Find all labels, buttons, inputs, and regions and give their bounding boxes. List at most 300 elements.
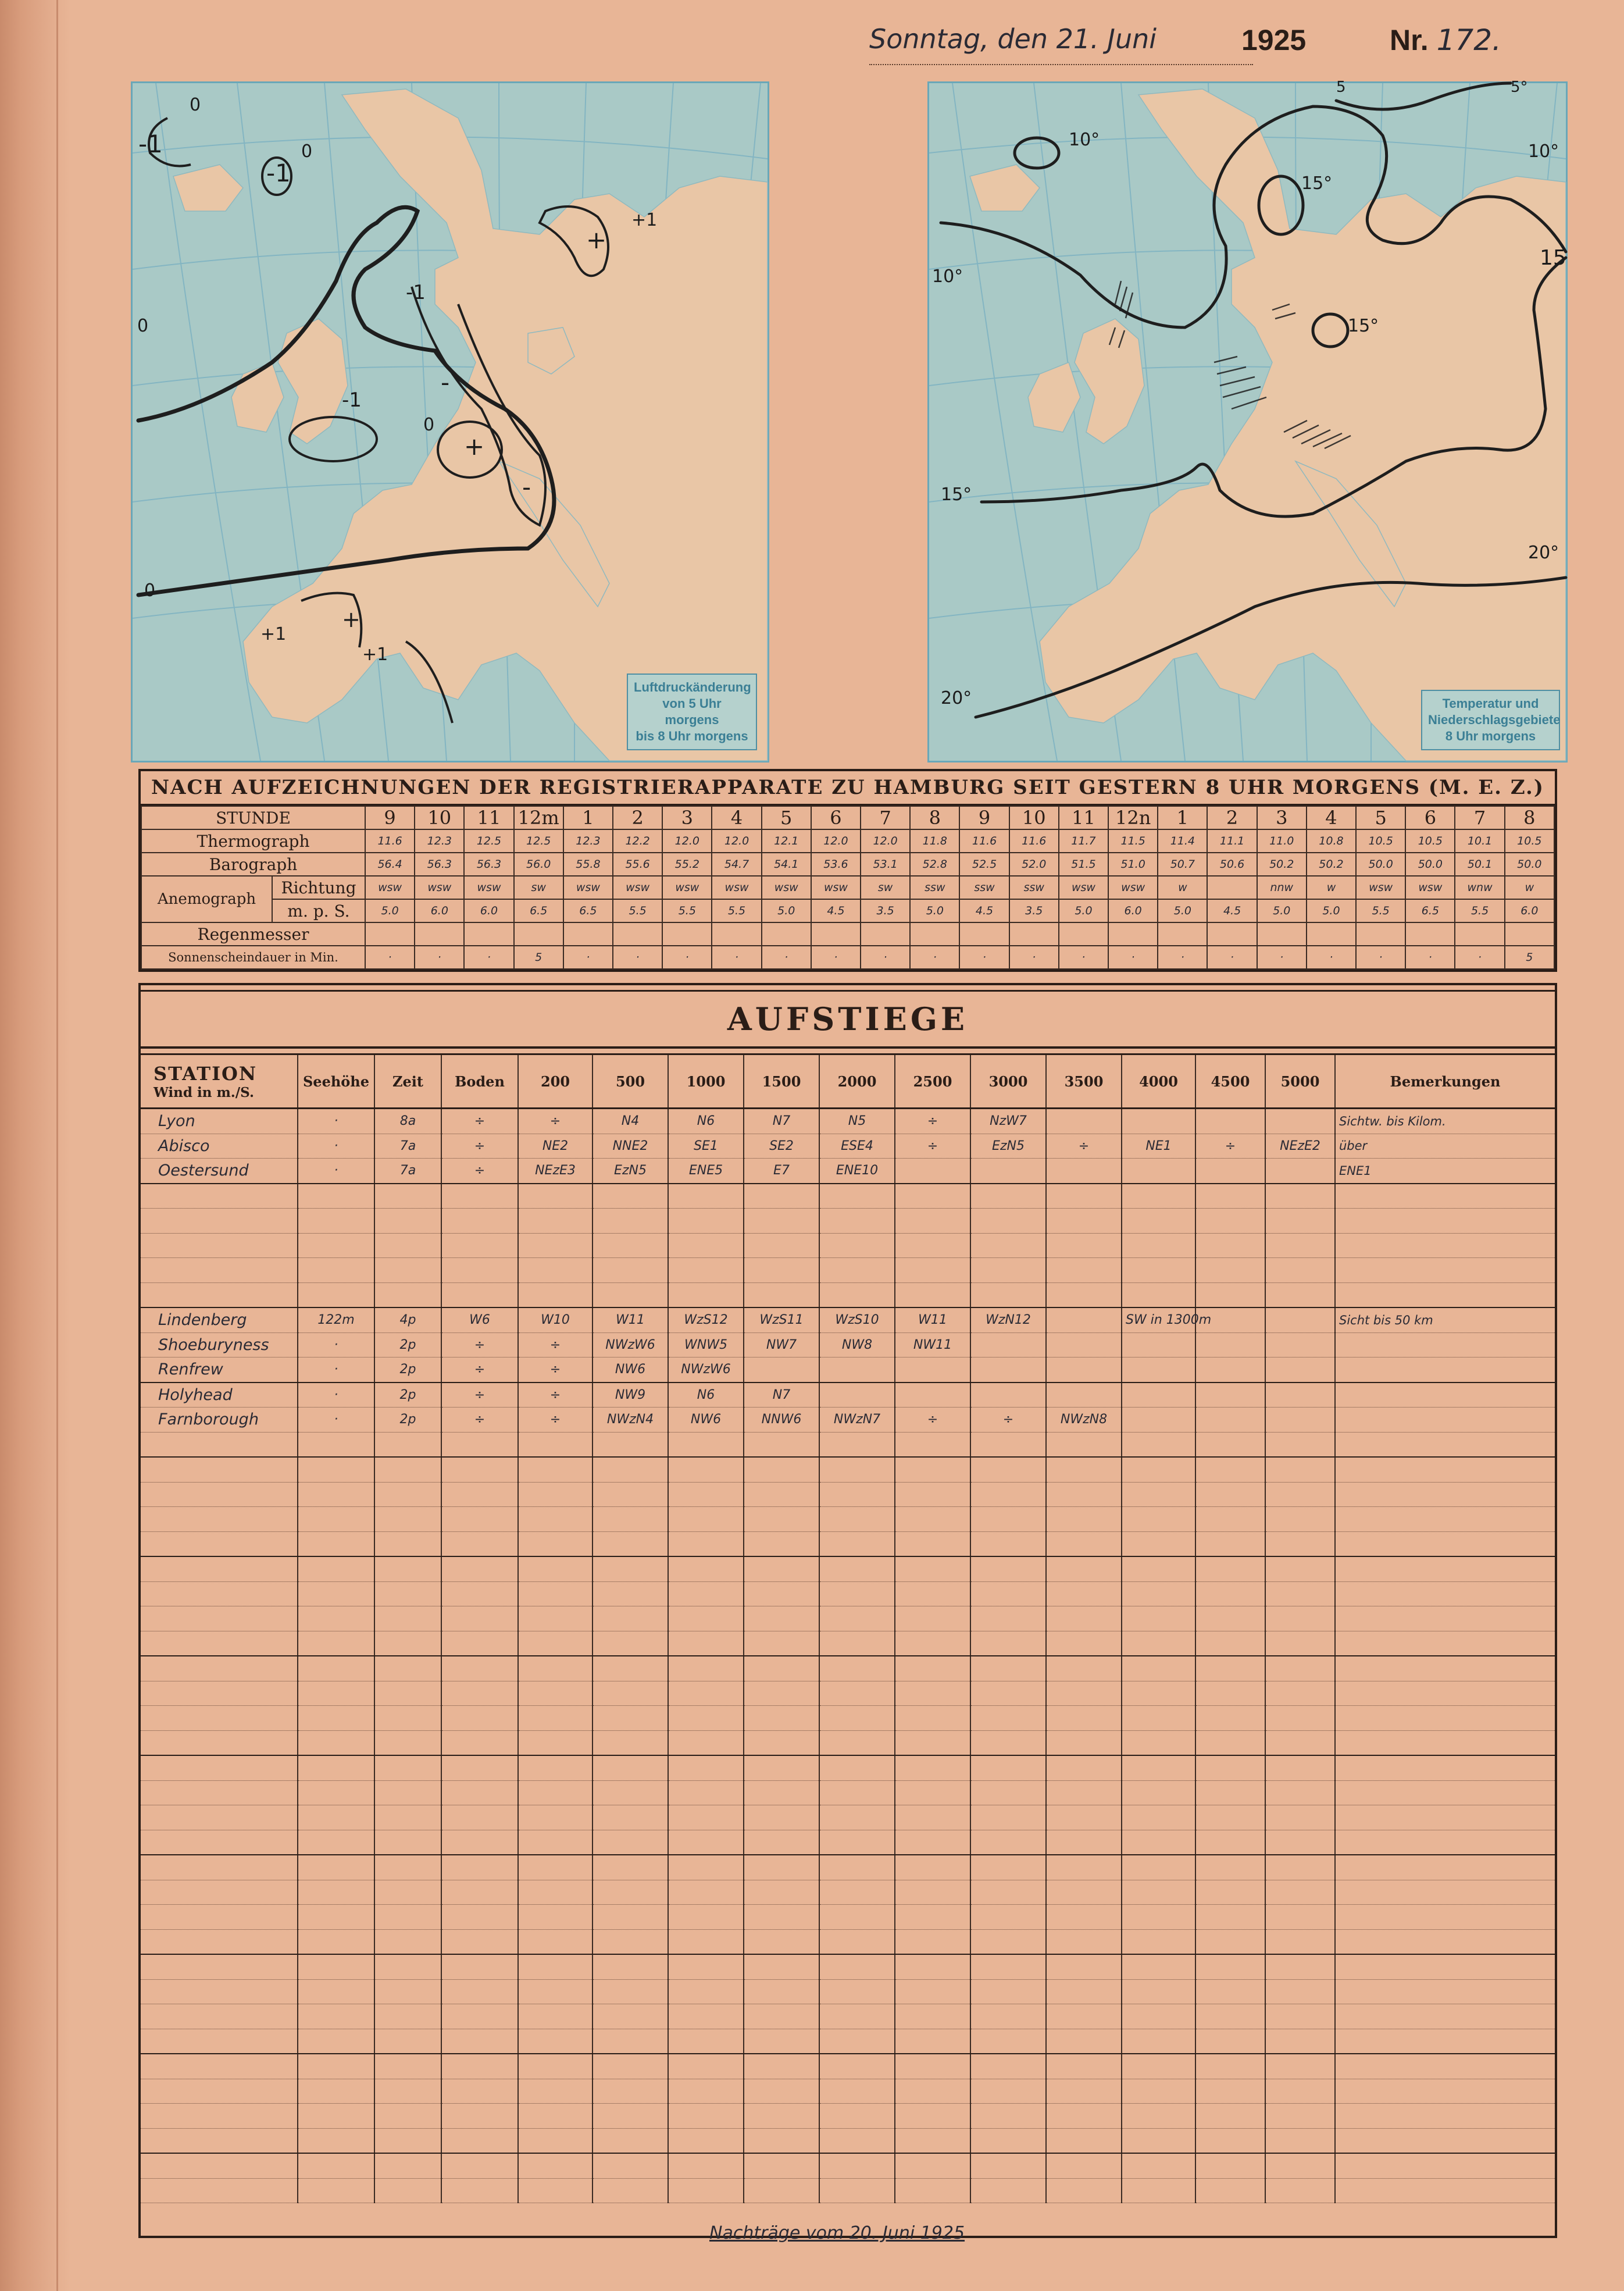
value-cell <box>374 1209 441 1234</box>
value-cell <box>518 1656 593 1681</box>
value-cell <box>1122 1358 1195 1383</box>
value-cell <box>1195 1383 1265 1408</box>
barograph-cell: 56.0 <box>514 853 563 876</box>
station-cell <box>141 1606 298 1631</box>
station-cell: Oestersund <box>141 1159 298 1184</box>
value-cell <box>441 1282 518 1307</box>
value-cell <box>518 1929 593 1954</box>
barograph-cell: 50.1 <box>1455 853 1504 876</box>
mps-cell: 4.5 <box>959 899 1009 922</box>
value-cell <box>1046 1656 1122 1681</box>
value-cell <box>1195 1706 1265 1731</box>
thermograph-cell: 12.5 <box>464 829 513 853</box>
value-cell <box>744 1282 819 1307</box>
station-cell: Abisco <box>141 1134 298 1159</box>
value-cell <box>744 1780 819 1805</box>
value-cell <box>1046 1755 1122 1780</box>
pressure-label: 0 <box>423 415 435 435</box>
value-cell <box>1122 1282 1195 1307</box>
value-cell <box>374 1233 441 1258</box>
value-cell <box>441 1730 518 1755</box>
value-cell <box>819 1706 895 1731</box>
station-cell <box>141 1706 298 1731</box>
value-cell <box>970 1457 1046 1482</box>
value-cell: N7 <box>744 1109 819 1134</box>
barograph-cell: 56.3 <box>415 853 464 876</box>
hour-cell: 3 <box>662 806 712 829</box>
richtung-cell: ssw <box>959 876 1009 899</box>
bemerkung-cell <box>1335 1507 1555 1532</box>
pressure-label: -1 <box>342 389 362 412</box>
regenmesser-cell <box>861 922 910 946</box>
richtung-cell: wsw <box>762 876 811 899</box>
richtung-cell: ssw <box>910 876 959 899</box>
value-cell <box>1195 1209 1265 1234</box>
value-cell <box>970 1482 1046 1507</box>
station-cell <box>141 1755 298 1780</box>
value-cell <box>593 1706 668 1731</box>
thermograph-label: Thermograph <box>141 829 365 853</box>
value-cell <box>593 1979 668 2004</box>
hour-cell: 1 <box>563 806 613 829</box>
value-cell <box>819 1258 895 1283</box>
value-cell <box>895 2079 970 2104</box>
value-cell <box>895 1482 970 1507</box>
col-5000: 5000 <box>1265 1055 1335 1109</box>
bemerkung-cell <box>1335 1880 1555 1905</box>
value-cell <box>895 1755 970 1780</box>
value-cell <box>518 2104 593 2129</box>
value-cell <box>970 1507 1046 1532</box>
value-cell <box>518 1209 593 1234</box>
col-1000: 1000 <box>668 1055 744 1109</box>
value-cell <box>970 1755 1046 1780</box>
hour-cell: 2 <box>613 806 662 829</box>
value-cell <box>1122 1556 1195 1581</box>
value-cell <box>374 2029 441 2054</box>
value-cell <box>970 1282 1046 1307</box>
value-cell <box>593 2153 668 2178</box>
value-cell: NWzN8 <box>1046 1408 1122 1433</box>
value-cell <box>1122 2079 1195 2104</box>
richtung-cell: w <box>1158 876 1207 899</box>
barograph-cell: 55.6 <box>613 853 662 876</box>
table-row <box>141 1880 1555 1905</box>
value-cell <box>668 1979 744 2004</box>
barograph-cell: 56.4 <box>365 853 415 876</box>
value-cell <box>819 1855 895 1880</box>
value-cell: 7a <box>374 1134 441 1159</box>
value-cell <box>1195 1954 1265 1979</box>
table-row <box>141 1581 1555 1606</box>
value-cell <box>819 1880 895 1905</box>
bemerkung-cell <box>1335 1855 1555 1880</box>
value-cell <box>1122 2054 1195 2079</box>
value-cell <box>819 2079 895 2104</box>
value-cell <box>970 1233 1046 1258</box>
station-cell <box>141 2153 298 2178</box>
value-cell <box>668 1184 744 1209</box>
value-cell: ÷ <box>518 1109 593 1134</box>
value-cell <box>1046 1332 1122 1358</box>
sonnenschein-row <box>141 946 1554 969</box>
hour-cell: 6 <box>811 806 861 829</box>
value-cell <box>1195 2178 1265 2203</box>
hour-label: STUNDE <box>141 806 365 829</box>
richtung-cell: nnw <box>1257 876 1307 899</box>
value-cell: SE2 <box>744 1134 819 1159</box>
table-row <box>141 1979 1555 2004</box>
value-cell <box>1046 1358 1122 1383</box>
value-cell <box>298 2178 374 2203</box>
value-cell <box>1195 1830 1265 1855</box>
value-cell <box>441 1606 518 1631</box>
value-cell <box>1195 1805 1265 1830</box>
value-cell <box>441 1979 518 2004</box>
value-cell <box>593 1954 668 1979</box>
value-cell <box>518 1706 593 1731</box>
value-cell: NzW7 <box>970 1109 1046 1134</box>
value-cell <box>1195 1358 1265 1383</box>
station-cell: Holyhead <box>141 1383 298 1408</box>
hour-cell: 4 <box>712 806 761 829</box>
anemograph-richtung-row <box>141 876 1554 899</box>
value-cell <box>895 1780 970 1805</box>
value-cell <box>1265 1307 1335 1332</box>
value-cell <box>970 1805 1046 1830</box>
value-cell <box>1265 1631 1335 1656</box>
value-cell <box>970 1780 1046 1805</box>
value-cell: ÷ <box>441 1159 518 1184</box>
value-cell <box>895 2029 970 2054</box>
value-cell <box>298 2054 374 2079</box>
value-cell <box>1122 2153 1195 2178</box>
value-cell: N4 <box>593 1109 668 1134</box>
value-cell: WzN12 <box>970 1307 1046 1332</box>
aufstiege-table <box>141 1055 1555 2203</box>
value-cell: WzS12 <box>668 1307 744 1332</box>
value-cell <box>1122 1706 1195 1731</box>
regenmesser-cell <box>415 922 464 946</box>
value-cell <box>518 1581 593 1606</box>
value-cell <box>593 1656 668 1681</box>
value-cell <box>1195 1581 1265 1606</box>
value-cell <box>1195 1656 1265 1681</box>
temperature-label: 5 <box>1336 79 1346 96</box>
barograph-cell: 56.3 <box>464 853 513 876</box>
value-cell <box>895 1706 970 1731</box>
col-station <box>141 1055 298 1109</box>
value-cell <box>374 2054 441 2079</box>
value-cell: ÷ <box>1046 1134 1122 1159</box>
value-cell <box>1265 1332 1335 1358</box>
hour-cell: 10 <box>415 806 464 829</box>
barograph-cell: 54.1 <box>762 853 811 876</box>
value-cell <box>374 1880 441 1905</box>
bemerkung-cell <box>1335 1408 1555 1433</box>
barograph-cell: 50.0 <box>1356 853 1405 876</box>
value-cell <box>744 2079 819 2104</box>
value-cell <box>374 1755 441 1780</box>
value-cell: NNE2 <box>593 1134 668 1159</box>
pressure-label: 0 <box>190 95 201 115</box>
value-cell: ÷ <box>895 1109 970 1134</box>
richtung-cell: wsw <box>464 876 513 899</box>
bemerkung-cell <box>1335 1233 1555 1258</box>
hour-cell: 7 <box>1455 806 1504 829</box>
bemerkung-cell <box>1335 1556 1555 1581</box>
value-cell <box>441 1706 518 1731</box>
value-cell <box>374 2153 441 2178</box>
sonnenschein-cell: · <box>1059 946 1108 969</box>
mps-cell: 5.0 <box>1257 899 1307 922</box>
value-cell: NWzW6 <box>593 1332 668 1358</box>
richtung-cell: wsw <box>613 876 662 899</box>
value-cell <box>374 1581 441 1606</box>
value-cell <box>1122 2128 1195 2153</box>
value-cell <box>518 1606 593 1631</box>
mps-cell: 4.5 <box>811 899 861 922</box>
value-cell <box>1122 1408 1195 1433</box>
value-cell <box>819 2153 895 2178</box>
station-cell <box>141 1507 298 1532</box>
temperature-label: 5° <box>1511 79 1528 96</box>
richtung-cell: sw <box>514 876 563 899</box>
value-cell <box>668 2079 744 2104</box>
value-cell <box>1265 1880 1335 1905</box>
value-cell <box>1265 1706 1335 1731</box>
value-cell <box>1195 1556 1265 1581</box>
value-cell <box>1046 1730 1122 1755</box>
sonnenschein-cell: · <box>762 946 811 969</box>
header-nr-prefix: Nr. <box>1390 24 1429 56</box>
mps-cell: 6.0 <box>415 899 464 922</box>
value-cell <box>374 2178 441 2203</box>
regenmesser-cell <box>1207 922 1257 946</box>
value-cell <box>970 1358 1046 1383</box>
value-cell <box>1046 1109 1122 1134</box>
value-cell <box>298 1755 374 1780</box>
value-cell <box>1265 1209 1335 1234</box>
table-row <box>141 1408 1555 1433</box>
value-cell <box>1265 1408 1335 1433</box>
hour-cell: 10 <box>1009 806 1059 829</box>
value-cell <box>374 1954 441 1979</box>
value-cell <box>298 1581 374 1606</box>
value-cell: NW6 <box>668 1408 744 1433</box>
value-cell <box>970 1531 1046 1556</box>
value-cell <box>668 1681 744 1706</box>
value-cell <box>374 2104 441 2129</box>
value-cell <box>1195 1233 1265 1258</box>
value-cell <box>298 1556 374 1581</box>
value-cell <box>518 1830 593 1855</box>
value-cell <box>819 1656 895 1681</box>
value-cell: SE1 <box>668 1134 744 1159</box>
col-2500: 2500 <box>895 1055 970 1109</box>
value-cell <box>1122 1383 1195 1408</box>
value-cell <box>1195 1631 1265 1656</box>
value-cell <box>441 1432 518 1457</box>
table-row <box>141 1332 1555 1358</box>
thermograph-cell: 11.1 <box>1207 829 1257 853</box>
regenmesser-cell <box>1009 922 1059 946</box>
value-cell <box>744 2004 819 2029</box>
value-cell <box>895 1880 970 1905</box>
value-cell <box>1265 1184 1335 1209</box>
value-cell <box>1122 1432 1195 1457</box>
sonnenschein-cell: · <box>662 946 712 969</box>
temperature-label: 10° <box>932 266 963 287</box>
regenmesser-cell <box>1307 922 1356 946</box>
value-cell <box>895 1233 970 1258</box>
value-cell <box>1122 1880 1195 1905</box>
value-cell <box>668 1780 744 1805</box>
value-cell <box>1046 1258 1122 1283</box>
value-cell <box>298 1706 374 1731</box>
thermograph-cell: 12.3 <box>415 829 464 853</box>
value-cell <box>1195 1780 1265 1805</box>
value-cell <box>970 2004 1046 2029</box>
value-cell <box>298 2153 374 2178</box>
col-station-title: STATION <box>154 1062 258 1085</box>
thermograph-cell: 10.5 <box>1405 829 1455 853</box>
value-cell <box>744 1482 819 1507</box>
value-cell: NNW6 <box>744 1408 819 1433</box>
value-cell <box>518 2004 593 2029</box>
value-cell: · <box>298 1408 374 1433</box>
value-cell <box>1265 1482 1335 1507</box>
richtung-label: Richtung <box>272 876 365 899</box>
value-cell <box>593 1681 668 1706</box>
registration-table <box>141 806 1555 970</box>
value-cell <box>970 1706 1046 1731</box>
thermograph-cell: 12.1 <box>762 829 811 853</box>
thermograph-cell: 12.3 <box>563 829 613 853</box>
table-row <box>141 1855 1555 1880</box>
mps-cell: 5.5 <box>1356 899 1405 922</box>
value-cell <box>441 1457 518 1482</box>
value-cell <box>970 1929 1046 1954</box>
value-cell <box>1265 1929 1335 1954</box>
station-cell <box>141 1233 298 1258</box>
barograph-cell: 50.7 <box>1158 853 1207 876</box>
value-cell <box>819 2178 895 2203</box>
sonnenschein-label: Sonnenscheindauer in Min. <box>141 946 365 969</box>
value-cell <box>1265 2128 1335 2153</box>
richtung-cell: wnw <box>1455 876 1504 899</box>
barograph-cell: 55.2 <box>662 853 712 876</box>
value-cell <box>895 1282 970 1307</box>
value-cell <box>1195 2054 1265 2079</box>
value-cell <box>668 2054 744 2079</box>
value-cell <box>1195 1457 1265 1482</box>
richtung-cell: wsw <box>415 876 464 899</box>
value-cell: · <box>298 1159 374 1184</box>
value-cell: NW6 <box>593 1358 668 1383</box>
value-cell <box>1122 2104 1195 2129</box>
bemerkung-cell <box>1335 1656 1555 1681</box>
value-cell <box>895 1507 970 1532</box>
value-cell <box>744 2104 819 2129</box>
value-cell <box>895 1656 970 1681</box>
value-cell <box>1195 1507 1265 1532</box>
value-cell: ÷ <box>970 1408 1046 1433</box>
station-cell <box>141 2004 298 2029</box>
barograph-cell: 50.0 <box>1405 853 1455 876</box>
bemerkung-cell <box>1335 1383 1555 1408</box>
regenmesser-cell <box>1257 922 1307 946</box>
value-cell <box>1265 1109 1335 1134</box>
value-cell <box>1046 2104 1122 2129</box>
thermograph-cell: 12.0 <box>811 829 861 853</box>
value-cell <box>819 1805 895 1830</box>
station-cell <box>141 1282 298 1307</box>
mps-cell: 5.5 <box>1455 899 1504 922</box>
value-cell <box>1265 1780 1335 1805</box>
mps-cell: 5.0 <box>1307 899 1356 922</box>
value-cell <box>895 1258 970 1283</box>
value-cell <box>441 2104 518 2129</box>
value-cell <box>1195 1905 1265 1930</box>
value-cell <box>1046 2079 1122 2104</box>
value-cell: NE1 <box>1122 1134 1195 1159</box>
table-row <box>141 1531 1555 1556</box>
bemerkung-cell <box>1335 1432 1555 1457</box>
value-cell <box>374 1805 441 1830</box>
value-cell <box>1195 1730 1265 1755</box>
value-cell <box>1195 1432 1265 1457</box>
value-cell <box>744 1358 819 1383</box>
sonnenschein-cell: · <box>1158 946 1207 969</box>
value-cell: · <box>298 1332 374 1358</box>
bemerkung-cell <box>1335 2029 1555 2054</box>
value-cell: 2p <box>374 1332 441 1358</box>
value-cell <box>1195 1979 1265 2004</box>
value-cell <box>441 1681 518 1706</box>
station-cell <box>141 1905 298 1930</box>
value-cell <box>441 1507 518 1532</box>
value-cell <box>518 1780 593 1805</box>
thermograph-cell: 10.5 <box>1356 829 1405 853</box>
temperature-label: 15° <box>1348 316 1379 336</box>
value-cell <box>895 1457 970 1482</box>
value-cell <box>970 1905 1046 1930</box>
value-cell <box>1046 1905 1122 1930</box>
value-cell: ÷ <box>518 1408 593 1433</box>
hour-cell: 2 <box>1207 806 1257 829</box>
value-cell <box>1195 2079 1265 2104</box>
value-cell <box>744 1681 819 1706</box>
station-cell <box>141 1780 298 1805</box>
table-row <box>141 1507 1555 1532</box>
hour-cell: 3 <box>1257 806 1307 829</box>
value-cell <box>1265 2054 1335 2079</box>
thermograph-cell: 11.5 <box>1108 829 1158 853</box>
station-cell: Renfrew <box>141 1358 298 1383</box>
mps-cell: 6.0 <box>1108 899 1158 922</box>
value-cell <box>668 1606 744 1631</box>
mps-cell: 5.0 <box>762 899 811 922</box>
value-cell <box>374 2079 441 2104</box>
station-cell <box>141 1184 298 1209</box>
temperature-map-drawing <box>929 83 1566 761</box>
regenmesser-cell <box>1158 922 1207 946</box>
value-cell <box>895 1681 970 1706</box>
value-cell <box>970 1631 1046 1656</box>
value-cell <box>970 1730 1046 1755</box>
value-cell <box>744 1954 819 1979</box>
